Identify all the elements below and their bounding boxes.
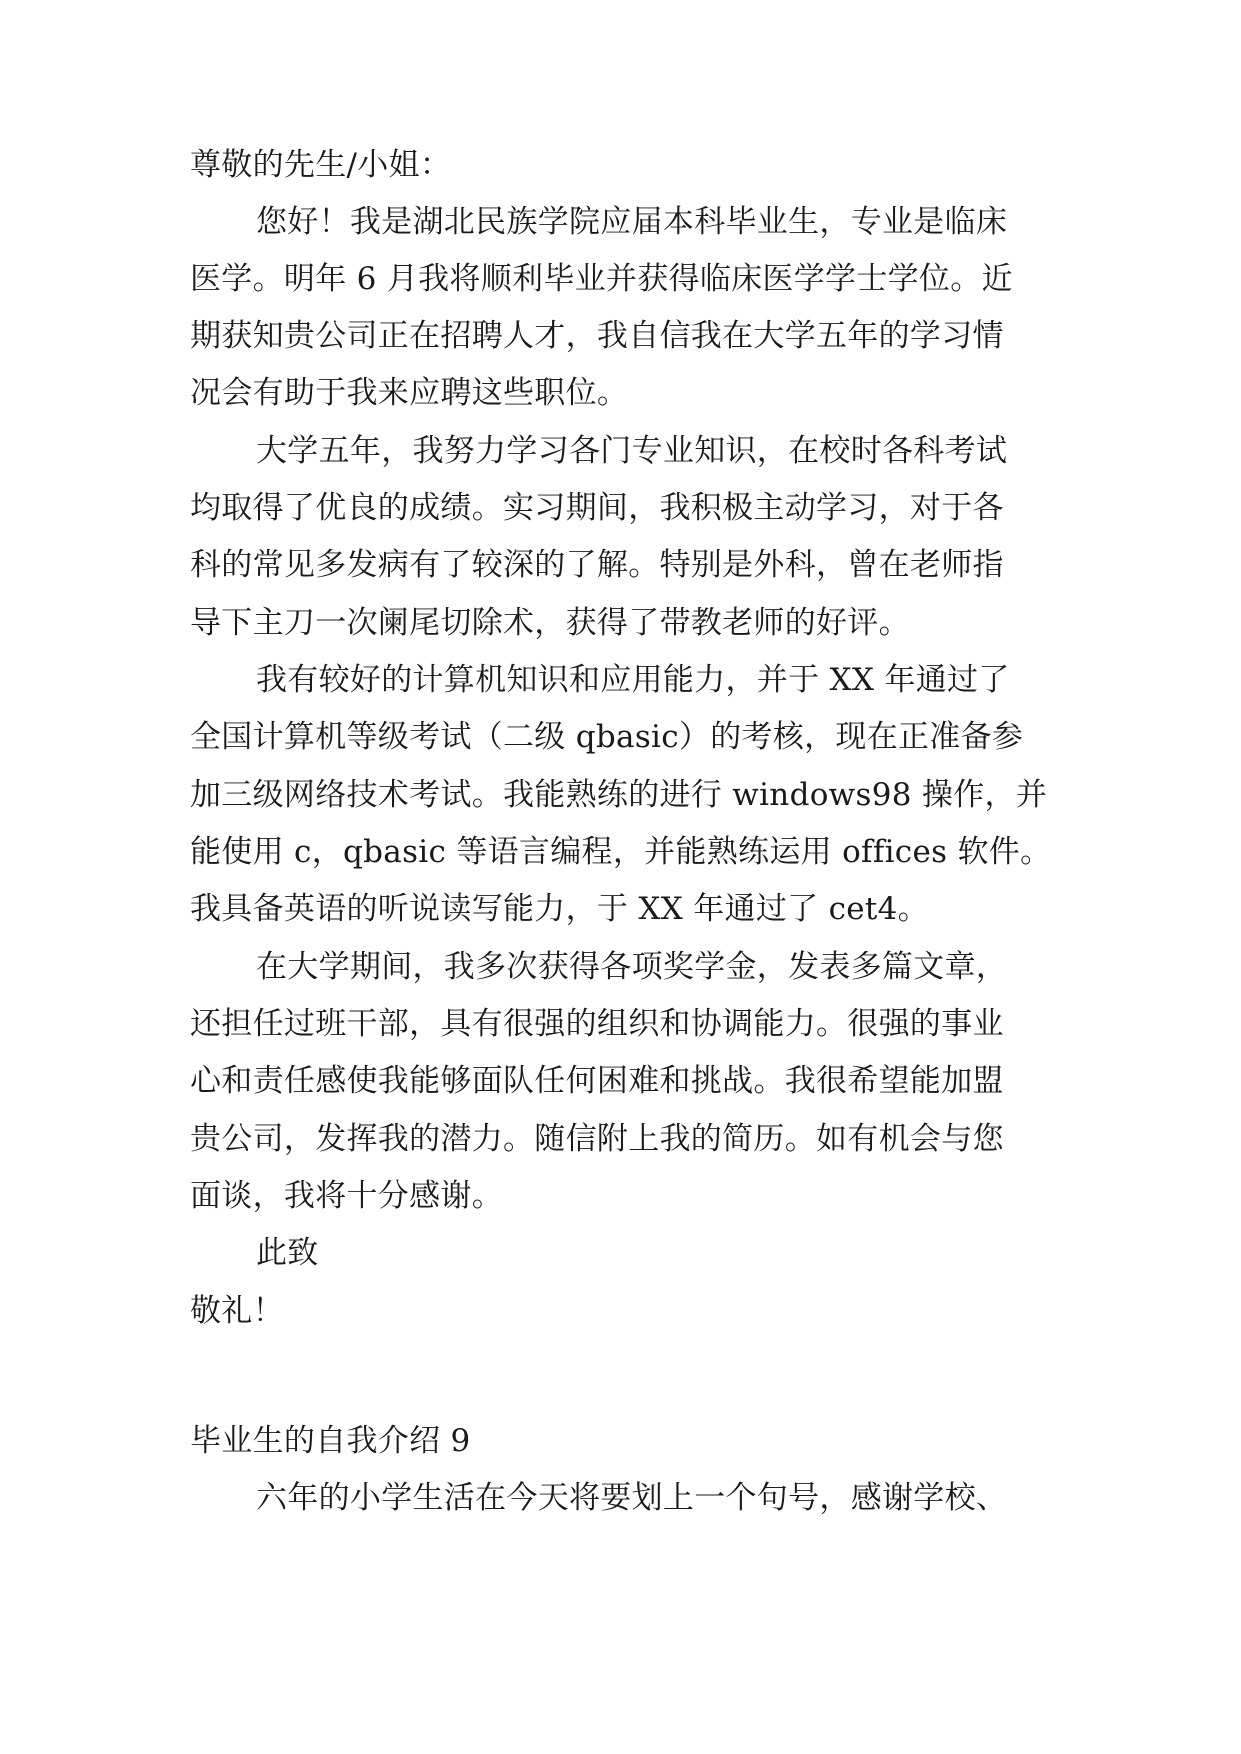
paragraph-line: 导下主刀一次阑尾切除术，获得了带教老师的好评。: [190, 605, 910, 641]
paragraph-line: 均取得了优良的成绩。实习期间，我积极主动学习，对于各: [190, 490, 1004, 526]
paragraph-line: 贵公司，发挥我的潜力。随信附上我的简历。如有机会与您: [190, 1121, 1004, 1157]
paragraph-line: 大学五年，我努力学习各门专业知识，在校时各科考试: [256, 433, 1008, 469]
salutation: 尊敬的先生/小姐：: [190, 147, 452, 183]
paragraph-line: 您好！我是湖北民族学院应届本科毕业生，专业是临床: [256, 204, 1008, 240]
paragraph-line: 能使用 c，qbasic 等语言编程，并能熟练运用 offices 软件。: [190, 834, 1052, 870]
paragraph-line: 还担任过班干部，具有很强的组织和协调能力。很强的事业: [190, 1006, 1004, 1042]
paragraph-line: 我有较好的计算机知识和应用能力，并于 XX 年通过了: [256, 662, 1010, 698]
paragraph-line: 科的常见多发病有了较深的了解。特别是外科，曾在老师指: [190, 547, 1004, 583]
paragraph-line: 加三级网络技术考试。我能熟练的进行 windows98 操作，并: [190, 777, 1048, 813]
paragraph-line: 期获知贵公司正在招聘人才，我自信我在大学五年的学习情: [190, 318, 1004, 354]
closing-line: 敬礼！: [190, 1293, 284, 1329]
section-heading: 毕业生的自我介绍 9: [190, 1423, 471, 1459]
paragraph-line: 心和责任感使我能够面队任何困难和挑战。我很希望能加盟: [190, 1063, 1004, 1099]
paragraph-line: 在大学期间，我多次获得各项奖学金，发表多篇文章，: [256, 949, 1008, 985]
paragraph-line: 六年的小学生活在今天将要划上一个句号，感谢学校、: [256, 1480, 1008, 1516]
paragraph-line: 况会有助于我来应聘这些职位。: [190, 375, 629, 411]
paragraph-line: 全国计算机等级考试（二级 qbasic）的考核，现在正准备参: [190, 719, 1024, 755]
paragraph-line: 面谈，我将十分感谢。: [190, 1178, 503, 1214]
closing-line: 此致: [256, 1235, 319, 1271]
paragraph-line: 医学。明年 6 月我将顺利毕业并获得临床医学学士学位。近: [190, 261, 1013, 297]
paragraph-line: 我具备英语的听说读写能力，于 XX 年通过了 cet4。: [190, 891, 929, 927]
